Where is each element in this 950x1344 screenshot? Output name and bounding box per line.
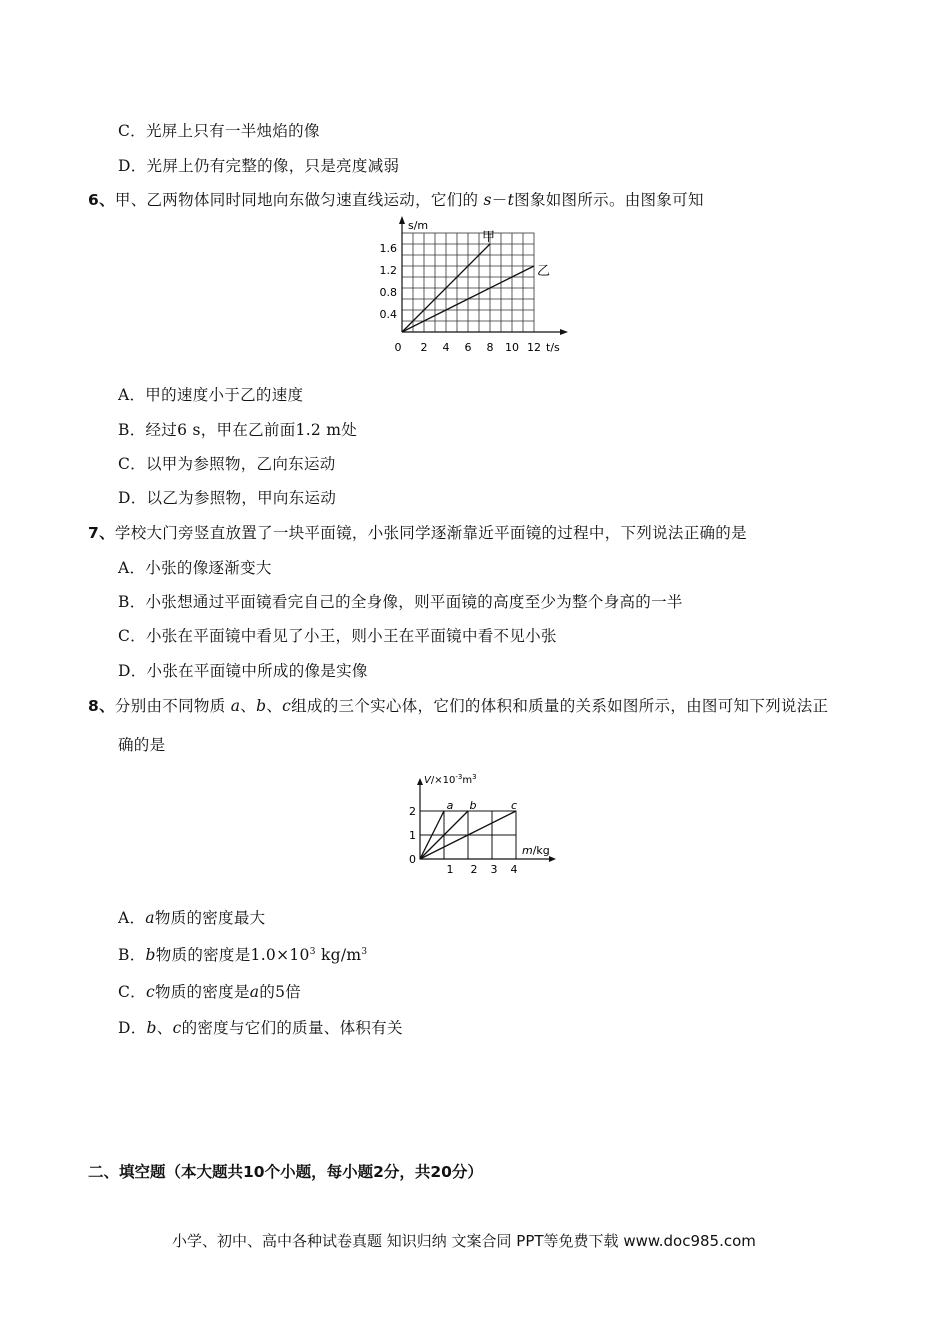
q8b-unit-exp: 3: [361, 946, 368, 957]
q8-stem-b: 组成的三个实心体，它们的体积和质量的关系如图所示，由图可知下列说法正: [291, 697, 829, 715]
st-xtick: 12: [527, 341, 541, 354]
st-ytick: 0.8: [379, 286, 397, 299]
q8a-prefix: A．: [118, 909, 146, 927]
q8c-sym: c: [145, 983, 155, 1001]
vm-xlabel-rest: /kg: [532, 844, 550, 857]
vm-xtick: 1: [446, 863, 454, 876]
st-ytick: 0.4: [379, 308, 397, 321]
q8-stem: [88, 694, 828, 716]
q7-option-d: D．小张在平面镜中所成的像是实像: [118, 662, 368, 680]
q7-number: 7、: [88, 524, 115, 542]
vm-xlabel: [522, 844, 550, 857]
st-x-arrow: [560, 329, 568, 335]
st-xtick: 10: [505, 341, 519, 354]
vm-graph: [410, 772, 570, 880]
vm-y-arrow: [417, 778, 423, 785]
q8-option-b: [118, 943, 367, 965]
vm-ytick: 2: [409, 805, 416, 818]
q6-option-a: A．甲的速度小于乙的速度: [118, 386, 304, 404]
q6-option-c: C．以甲为参照物，乙向东运动: [118, 455, 336, 473]
q8-sep1: 、: [240, 697, 257, 715]
label-yi: 乙: [537, 264, 551, 279]
q8-stem-line2: 确的是: [118, 736, 166, 754]
st-ytick: 1.6: [379, 242, 397, 255]
vm-xtick: 2: [470, 863, 478, 876]
q8a-sym: a: [145, 909, 155, 927]
q8-sep2: 、: [266, 697, 283, 715]
q8c-prefix: C．: [118, 983, 146, 1001]
q8d-sym1: b: [146, 1019, 157, 1037]
q6-sym-s: s: [483, 191, 492, 209]
vm-ytick: 1: [409, 829, 416, 842]
q8b-sym: b: [145, 946, 156, 964]
st-xlabel: t/s: [546, 341, 560, 354]
footer-text: 小学、初中、高中各种试卷真题 知识归纳 文案合同 PPT等免费下载 www.doc985.com: [172, 1232, 756, 1250]
st-xtick: 2: [420, 341, 428, 354]
q8-option-d: [118, 1016, 403, 1038]
q8-option-c: [118, 980, 301, 1002]
st-xtick: 0: [394, 341, 402, 354]
q8d-text: 的密度与它们的质量、体积有关: [181, 1019, 403, 1037]
vm-ylabel-unit-exp: 3: [472, 773, 477, 781]
q8-option-a: [118, 906, 265, 928]
q6-number: 6、: [88, 191, 115, 209]
q6-sym-t: t: [507, 191, 515, 209]
vm-ylabel-rest: /×10: [430, 775, 456, 786]
q8d-sep: 、: [156, 1019, 173, 1037]
q8c-sym2: a: [249, 983, 260, 1001]
q8c-text: 物质的密度是: [154, 983, 250, 1001]
section-title: 二、填空题（本大题共10个小题，每小题2分，共20分）: [88, 1163, 483, 1181]
vm-xlabel-sym: m: [522, 844, 533, 857]
q6-dash: －: [491, 191, 508, 209]
q7-stem: [88, 521, 747, 543]
q6-option-b: B．经过6 s，甲在乙前面1.2 m处: [118, 421, 358, 439]
q5-option-d: D．光屏上仍有完整的像，只是亮度减弱: [118, 157, 400, 175]
vm-x-arrow: [549, 856, 556, 862]
q8a-text: 物质的密度最大: [154, 909, 266, 927]
st-graph: [370, 212, 580, 362]
label-b: b: [469, 799, 477, 812]
label-jia: 甲: [482, 230, 496, 245]
st-y-arrow: [399, 216, 405, 224]
q7-stem-text: 学校大门旁竖直放置了一块平面镜，小张同学逐渐靠近平面镜的过程中，下列说法正确的是: [114, 524, 747, 542]
label-c: c: [510, 799, 518, 812]
q8-sym-b: b: [256, 697, 267, 715]
q5-option-c: C．光屏上只有一半烛焰的像: [118, 122, 320, 140]
q8-sym-c: c: [282, 697, 292, 715]
q8b-unit: kg/m: [315, 946, 362, 964]
q6-stem: [88, 188, 704, 210]
q8b-exp: 3: [309, 946, 316, 957]
vm-xtick: 3: [490, 863, 498, 876]
st-ytick: 1.2: [379, 264, 397, 277]
q8d-sym2: c: [172, 1019, 182, 1037]
st-ylabel: s/m: [408, 219, 429, 232]
st-graph-grid: [402, 233, 534, 332]
q8c-text2: 的5倍: [259, 983, 302, 1001]
q8d-prefix: D．: [118, 1019, 147, 1037]
st-xtick: 8: [486, 341, 494, 354]
q7-option-b: B．小张想通过平面镜看完自己的全身像，则平面镜的高度至少为整个身高的一半: [118, 593, 683, 611]
q6-stem-b: 图象如图所示。由图象可知: [514, 191, 704, 209]
q7-option-a: A．小张的像逐渐变大: [118, 559, 272, 577]
q8-sym-a: a: [230, 697, 241, 715]
vm-ytick: 0: [409, 853, 416, 866]
label-a: a: [446, 799, 454, 812]
vm-ylabel-sym: V: [424, 775, 431, 786]
q6-option-d: D．以乙为参照物，甲向东运动: [118, 489, 337, 507]
q8b-prefix: B．: [118, 946, 146, 964]
vm-xtick: 4: [510, 863, 518, 876]
vm-ylabel: [424, 773, 477, 786]
q8-number: 8、: [88, 697, 115, 715]
st-xtick: 6: [464, 341, 472, 354]
st-xtick: 4: [442, 341, 450, 354]
q6-stem-a: 甲、乙两物体同时同地向东做匀速直线运动，它们的: [114, 191, 479, 209]
q8-stem-a: 分别由不同物质: [114, 697, 226, 715]
q8b-text: 物质的密度是1.0×10: [155, 946, 310, 964]
vm-ylabel-exp: -3: [455, 773, 463, 781]
q7-option-c: C．小张在平面镜中看见了小王，则小王在平面镜中看不见小张: [118, 627, 557, 645]
vm-ylabel-unit: m: [462, 775, 473, 786]
